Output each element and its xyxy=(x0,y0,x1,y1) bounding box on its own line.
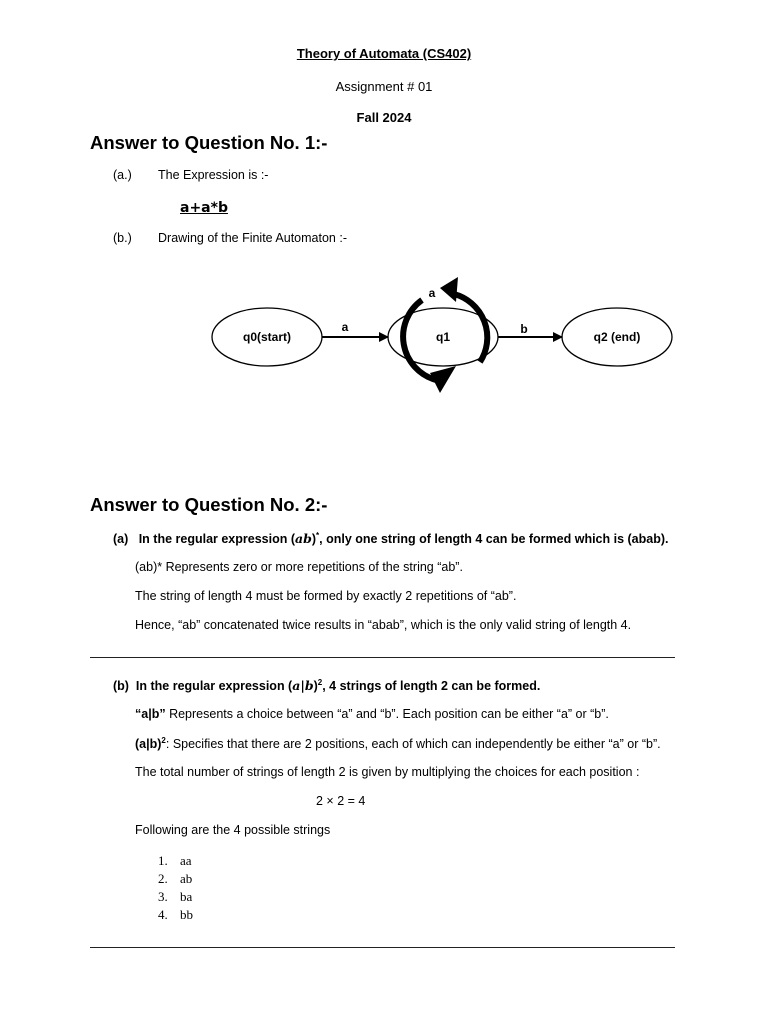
state-q2-label: q2 (end) xyxy=(593,330,641,344)
q2-a-line3: Hence, “ab” concatenated twice results in “abab”, which is the only valid string of length 4. xyxy=(135,618,632,632)
term-label: Fall 2024 xyxy=(356,110,412,125)
assignment-number: Assignment # 01 xyxy=(335,79,433,94)
q2-a-line2: The string of length 4 must be formed by exactly 2 repetitions of “ab”. xyxy=(135,589,517,603)
q2-b-label: (b) xyxy=(113,679,129,694)
q2-b-line3: The total number of strings of length 2 is given by multiplying the choices for each position : xyxy=(135,765,640,779)
document-title: Theory of Automata (CS402) xyxy=(296,46,472,61)
q2-a-lead-post: , only one string of length 4 can be formed which is (abab). xyxy=(319,532,669,547)
state-q0 xyxy=(212,308,322,366)
state-q1-label: q1 xyxy=(435,330,451,344)
section-divider xyxy=(90,947,675,948)
q1-heading: Answer to Question No. 1:- xyxy=(90,132,328,153)
q1-b-text: Drawing of the Finite Automaton :- xyxy=(158,231,347,245)
q2-b-line1-bold: “a|b” xyxy=(135,707,166,721)
self-loop-q1-label: a xyxy=(428,286,436,300)
q2-a-close: ) xyxy=(311,532,317,547)
q2-b-line2-sup: 2 xyxy=(161,736,166,745)
q2-a-sup: * xyxy=(316,531,320,540)
q2-b-lead-pre: In the regular expression ( xyxy=(135,679,293,694)
q2-b-expr: a|b xyxy=(292,678,314,694)
list-item xyxy=(158,852,193,870)
section-divider xyxy=(90,657,675,658)
q2-b-close: ) xyxy=(313,679,318,694)
q2-b-line2-bold: (a|b) xyxy=(135,737,162,752)
state-q0-label: q0(start) xyxy=(242,330,292,344)
list-item-number: 3. xyxy=(158,889,168,904)
q2-b-line2 xyxy=(135,736,661,751)
q1-a-label: (a.) xyxy=(113,168,132,182)
transition-q1-q2 xyxy=(498,322,562,337)
transition-q0-q1 xyxy=(322,320,388,337)
q2-a-lead xyxy=(113,531,668,546)
transition-q1-q2-label: b xyxy=(520,322,528,336)
state-q2 xyxy=(562,308,672,366)
q2-b-line1-rest: Represents a choice between “a” and “b”. Each position can be either “a” or “b”. xyxy=(165,707,609,721)
possible-strings-list xyxy=(158,852,193,924)
list-item-text: aa xyxy=(180,853,192,868)
q2-a-label: (a) xyxy=(113,532,129,547)
q2-heading: Answer to Question No. 2:- xyxy=(90,494,328,515)
q2-b-lead xyxy=(113,678,540,693)
q2-a-lead-pre: In the regular expression ( xyxy=(138,532,295,547)
q1-a-text: The Expression is :- xyxy=(158,168,269,182)
q2-a-expr: ab xyxy=(295,531,312,547)
q2-b-lead-post: , 4 strings of length 2 can be formed. xyxy=(322,679,541,694)
q1-b-label: (b.) xyxy=(113,231,132,245)
list-item-number: 2. xyxy=(158,871,168,886)
list-item-text: ab xyxy=(180,871,193,886)
q2-b-sup: 2 xyxy=(317,678,323,687)
finite-automaton-diagram xyxy=(0,270,768,405)
list-item xyxy=(158,906,193,924)
q2-b-line1 xyxy=(135,707,609,721)
list-item-number: 1. xyxy=(158,853,168,868)
q2-b-calc: 2 × 2 = 4 xyxy=(316,794,366,808)
list-item xyxy=(158,870,193,888)
q2-b-line2-rest: : Specifies that there are 2 positions, each of which can independently be either “a” or “b”. xyxy=(165,737,661,752)
q2-b-line4: Following are the 4 possible strings xyxy=(135,823,331,837)
list-item xyxy=(158,888,193,906)
list-item-number: 4. xyxy=(158,907,168,922)
q2-a-line1: (ab)* Represents zero or more repetitions of the string “ab”. xyxy=(135,560,463,574)
q1-expression: a+a*b xyxy=(180,200,228,216)
list-item-text: bb xyxy=(180,907,193,922)
list-item-text: ba xyxy=(180,889,193,904)
transition-q0-q1-label: a xyxy=(341,320,349,334)
